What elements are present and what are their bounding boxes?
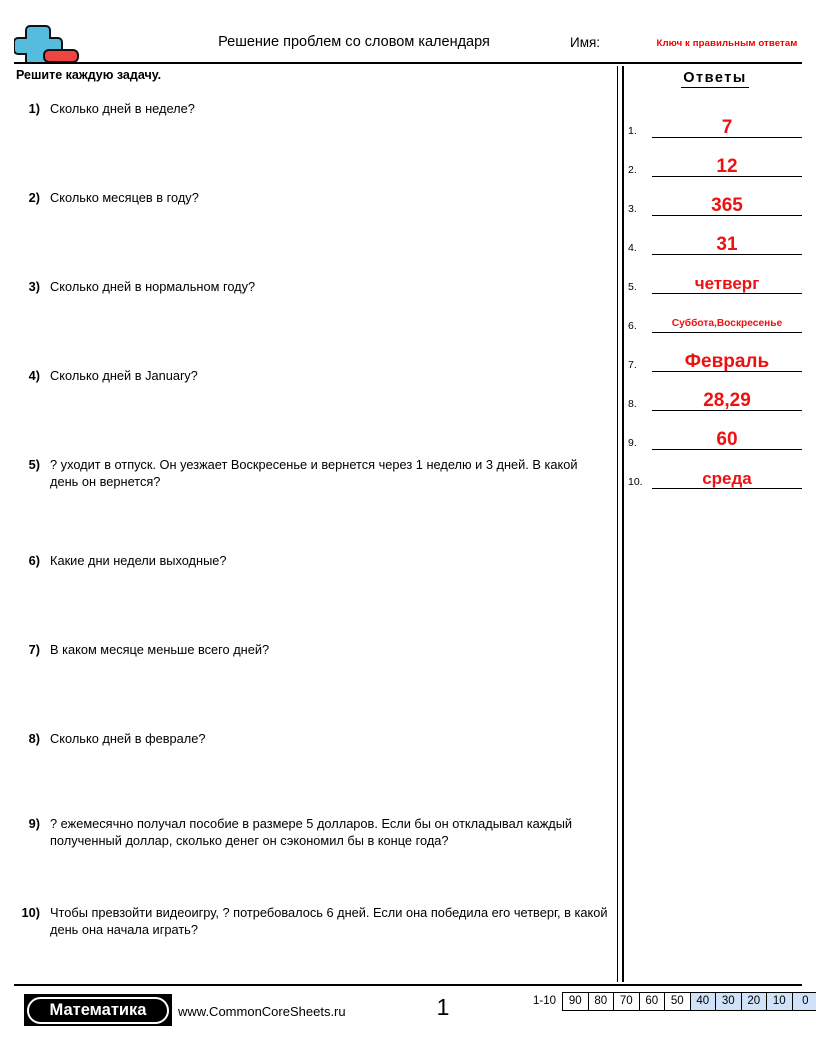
divider-thick-line <box>622 66 624 982</box>
question-item <box>16 904 608 938</box>
question-text: Какие дни недели выходные? <box>50 553 227 568</box>
answer-item <box>628 138 802 177</box>
page-header <box>14 22 802 64</box>
question-item <box>16 189 608 206</box>
question-text: Чтобы превзойти видеоигру, ? потребовалось 6 дней. Если она победила его четверг, в какой день она начала играть? <box>50 905 608 937</box>
name-label: Имя: <box>570 35 601 50</box>
score-range-label: 1-10 <box>533 995 557 1007</box>
page-title: Решение проблем со словом календаря <box>218 34 490 50</box>
score-box[interactable]: 20 <box>742 993 768 1010</box>
answer-item <box>628 216 802 255</box>
score-box[interactable]: 0 <box>793 993 816 1010</box>
answers-heading <box>628 70 802 87</box>
divider-thin-line <box>617 66 618 982</box>
answer-value[interactable]: Февраль <box>652 351 802 372</box>
brand-label: Математика <box>27 997 169 1024</box>
answer-index: 10. <box>628 476 643 488</box>
question-text: ? уходит в отпуск. Он уезжает Воскресенье и вернется через 1 неделю и 3 дней. В какой день он вернется? <box>50 457 578 489</box>
answer-item <box>628 333 802 372</box>
answer-value[interactable]: 28,29 <box>652 390 802 411</box>
score-box-group <box>562 992 816 1011</box>
answer-value[interactable]: четверг <box>652 273 802 294</box>
answer-item <box>628 294 802 333</box>
answer-value[interactable]: 365 <box>652 195 802 216</box>
brand-logo <box>24 994 172 1026</box>
answers-list <box>628 99 802 489</box>
question-text: Сколько дней в January? <box>50 368 198 383</box>
instruction-text: Решите каждую задачу. <box>16 68 162 82</box>
score-box[interactable]: 10 <box>767 993 793 1010</box>
question-number: 9) <box>28 816 40 831</box>
answer-item <box>628 255 802 294</box>
question-item <box>16 278 608 295</box>
answers-heading-text: Ответы <box>683 70 747 86</box>
answer-item <box>628 411 802 450</box>
question-item <box>16 367 608 384</box>
answer-index: 3. <box>628 203 637 215</box>
answer-index: 5. <box>628 281 637 293</box>
question-number: 10) <box>21 905 40 920</box>
answer-value[interactable]: 7 <box>652 117 802 138</box>
answer-index: 2. <box>628 164 637 176</box>
answer-value[interactable]: 12 <box>652 156 802 177</box>
question-number: 4) <box>28 368 40 383</box>
question-text: Сколько месяцев в году? <box>50 190 199 205</box>
score-box[interactable]: 60 <box>640 993 666 1010</box>
question-number: 6) <box>28 553 40 568</box>
answer-index: 7. <box>628 359 637 371</box>
question-number: 5) <box>28 457 40 472</box>
answer-item <box>628 99 802 138</box>
answer-index: 1. <box>628 125 637 137</box>
question-text: Сколько дней в феврале? <box>50 731 206 746</box>
question-item <box>16 100 608 117</box>
score-box[interactable]: 80 <box>589 993 615 1010</box>
answer-key-badge: Ключ к правильным ответам <box>656 38 798 49</box>
question-item <box>16 641 608 658</box>
score-scale <box>533 992 816 1011</box>
question-text: Сколько дней в неделе? <box>50 101 195 116</box>
score-box[interactable]: 50 <box>665 993 691 1010</box>
question-text: Сколько дней в нормальном году? <box>50 279 256 294</box>
question-item <box>16 552 608 569</box>
question-text: В каком месяце меньше всего дней? <box>50 642 270 657</box>
page-number: 1 <box>436 994 450 1020</box>
answer-item <box>628 177 802 216</box>
answer-item <box>628 372 802 411</box>
answer-index: 9. <box>628 437 637 449</box>
header-divider <box>14 62 802 64</box>
answer-value[interactable]: Суббота,Воскресенье <box>652 312 802 333</box>
site-url[interactable]: www.CommonCoreSheets.ru <box>178 1004 346 1019</box>
answer-index: 8. <box>628 398 637 410</box>
question-number: 2) <box>28 190 40 205</box>
answer-value[interactable]: среда <box>652 468 802 489</box>
footer-divider <box>14 984 802 986</box>
question-number: 8) <box>28 731 40 746</box>
answer-value[interactable]: 60 <box>652 429 802 450</box>
question-number: 3) <box>28 279 40 294</box>
answer-index: 4. <box>628 242 637 254</box>
answer-value[interactable]: 31 <box>652 234 802 255</box>
column-divider <box>617 66 625 982</box>
score-box[interactable]: 40 <box>691 993 717 1010</box>
score-box[interactable]: 30 <box>716 993 742 1010</box>
score-box[interactable]: 70 <box>614 993 640 1010</box>
score-box[interactable]: 90 <box>563 993 589 1010</box>
question-text: ? ежемесячно получал пособие в размере 5 долларов. Если бы он откладывал каждый полученный доллар, сколько денег он сэкономил бы в конце года? <box>50 816 573 848</box>
plus-minus-logo-icon <box>14 22 80 64</box>
answers-panel <box>628 66 802 489</box>
question-item <box>16 730 608 747</box>
question-item <box>16 456 608 490</box>
question-number: 1) <box>28 101 40 116</box>
question-item <box>16 815 608 849</box>
answer-index: 6. <box>628 320 637 332</box>
question-number: 7) <box>28 642 40 657</box>
answer-item <box>628 450 802 489</box>
